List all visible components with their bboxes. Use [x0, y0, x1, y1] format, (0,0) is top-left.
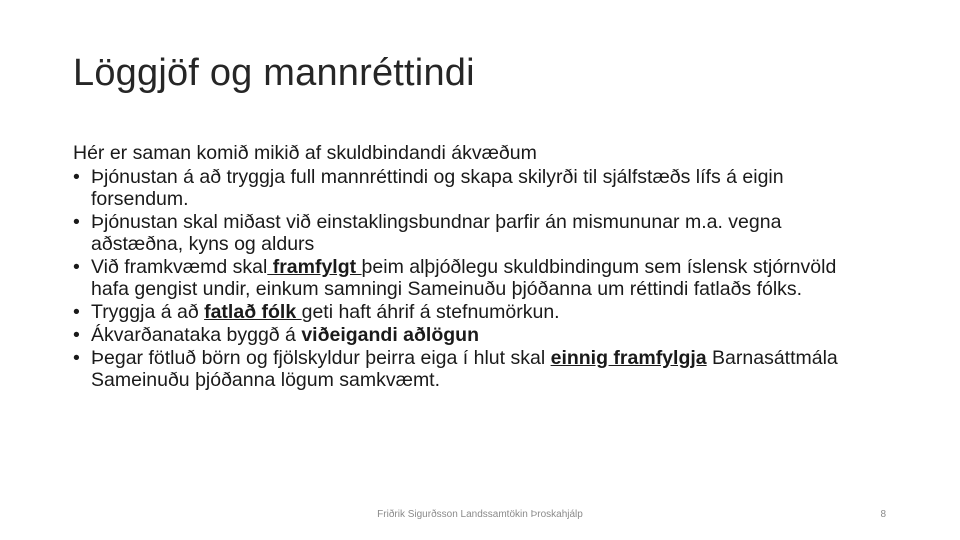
bullet-text: Ákvarðanataka byggð á	[91, 324, 302, 346]
bullet-icon: •	[73, 301, 80, 323]
bullet-icon: •	[73, 211, 80, 233]
emphasis-underlined: einnig framfylgja	[550, 347, 707, 369]
bullet-text: Tryggja á að	[91, 301, 205, 323]
emphasis-underlined: framfylgt	[267, 256, 362, 278]
bullet-item-3	[73, 256, 873, 300]
bullet-icon: •	[73, 166, 80, 188]
emphasis-underlined: fatlað fólk	[204, 301, 302, 323]
bullet-text: Við framkvæmd skal	[91, 256, 268, 278]
bullet-text-cont: Barnasáttmála Sameinuðu þjóðanna lögum samkvæmt.	[91, 347, 838, 391]
bullet-item-4	[73, 301, 873, 323]
bullet-item-2	[73, 211, 873, 255]
intro-text: Hér er saman komið mikið af skuldbindandi ákvæðum	[73, 142, 537, 164]
page-number: 8	[880, 509, 886, 520]
bullet-text-cont: geti haft áhrif á stefnumörkun.	[301, 301, 560, 323]
bullet-text: Þjónustan skal miðast við einstaklingsbundnar þarfir án mismununar m.a. vegna aðstæðna, kyns og aldurs	[91, 211, 782, 255]
bullet-item-1	[73, 166, 873, 210]
bullet-icon: •	[73, 347, 80, 369]
bullet-item-5	[73, 324, 873, 346]
bullet-text: Þjónustan á að tryggja full mannréttindi og skapa skilyrði til sjálfstæðs lífs á eigin forsendum.	[91, 166, 784, 210]
emphasis-bold: viðeigandi aðlögun	[301, 324, 479, 346]
bullet-icon: •	[73, 256, 80, 278]
bullet-text: Þegar fötluð börn og fjölskyldur þeirra eiga í hlut skal	[91, 347, 551, 369]
bullet-text-cont: þeim alþjóðlegu skuldbindingum sem íslensk stjórnvöld hafa gengist undir, einkum samningi Sameinuðu þjóðanna um réttindi fatlaðs fólks.	[91, 256, 837, 300]
slide-title: Löggjöf og mannréttindi	[73, 52, 475, 94]
bullet-list	[73, 166, 873, 391]
bullet-item-6	[73, 347, 873, 391]
slide-footer: Friðrik Sigurðsson Landssamtökin Þroskahjálp	[377, 509, 583, 520]
slide-body	[73, 142, 873, 392]
bullet-icon: •	[73, 324, 80, 346]
